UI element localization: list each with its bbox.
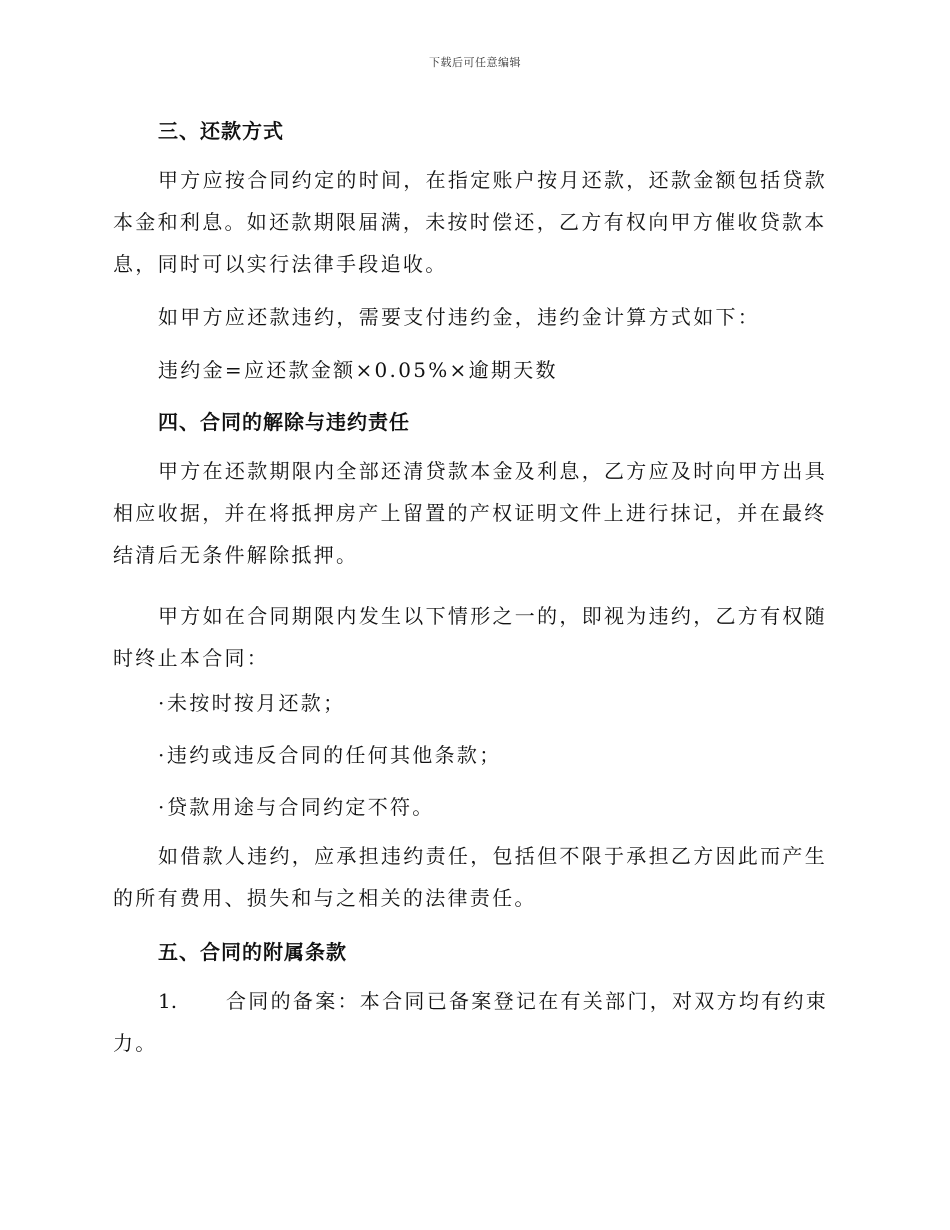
bullet-item [158,791,435,820]
bullet-text: 贷款用途与合同约定不符。 [167,795,435,819]
bullet-mark: · [158,795,167,819]
section-5-heading: 五、合同的附属条款 [158,940,347,964]
section-4-paragraph-2: 甲方如在合同期限内发生以下情形之一的，即视为违约，乙方有权随时终止本合同： [113,604,827,670]
bullet-mark: · [158,743,167,767]
section-3-paragraph-1: 甲方应按合同约定的时间，在指定账户按月还款，还款金额包括贷款本金和利息。如还款期限届满，未按时偿还，乙方有权向甲方催收贷款本息，同时可以实行法律手段追收。 [113,168,827,276]
numbered-item [113,980,833,1064]
section-4-paragraph-3: 如借款人违约，应承担违约责任，包括但不限于承担乙方因此而产生的所有费用、损失和与之相关的法律责任。 [113,844,827,910]
section-4-paragraph-1: 甲方在还款期限内全部还清贷款本金及利息，乙方应及时向甲方出具相应收据，并在将抵押房产上留置的产权证明文件上进行抹记，并在最终结清后无条件解除抵押。 [113,459,827,567]
bullet-item [158,687,345,716]
item-number: 1. [158,989,178,1013]
bullet-item [158,739,502,768]
bullet-mark: · [158,691,167,715]
section-3-paragraph-2: 如甲方应还款违约，需要支付违约金，违约金计算方式如下： [158,305,761,329]
penalty-formula: 违约金=应还款金额×0.05%×逾期天数 [158,358,558,382]
section-3-heading: 三、还款方式 [158,119,284,143]
item-text: 合同的备案：本合同已备案登记在有关部门，对双方均有约束力。 [113,989,829,1055]
page-header: 下载后可任意编辑 [429,56,521,69]
bullet-text: 违约或违反合同的任何其他条款； [167,743,502,767]
bullet-text: 未按时按月还款； [167,691,346,715]
section-4-heading: 四、合同的解除与违约责任 [158,410,410,434]
